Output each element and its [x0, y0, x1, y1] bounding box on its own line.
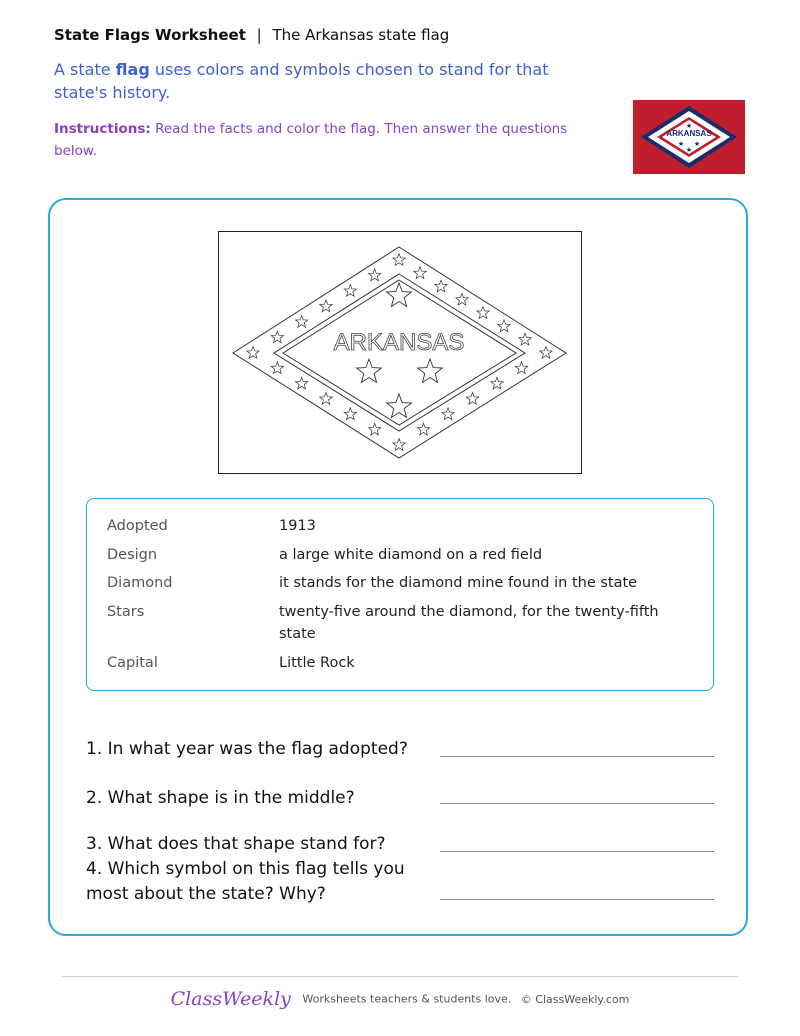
border-star-icon	[519, 333, 531, 345]
intro-highlight: flag	[115, 60, 150, 79]
border-star-icon	[320, 300, 332, 312]
question-4: 4. Which symbol on this flag tells you most about the state? Why?	[86, 859, 405, 904]
instructions-label: Instructions:	[54, 121, 151, 137]
border-star-icon	[442, 408, 454, 420]
border-star-icon	[369, 269, 381, 281]
question-2: 2. What shape is in the middle?	[86, 788, 355, 808]
question-3: 3. What does that shape stand for?	[86, 834, 386, 854]
fact-value: Little Rock	[279, 655, 355, 671]
fact-value: 1913	[279, 518, 316, 534]
answer-line-3[interactable]	[440, 851, 714, 852]
fact-label: Adopted	[107, 518, 168, 534]
answer-line-2[interactable]	[440, 803, 714, 804]
fact-value: it stands for the diamond mine found in the state	[279, 575, 638, 591]
instructions-text	[54, 118, 594, 162]
border-star-icon	[247, 347, 259, 359]
worksheet-title-bold: State Flags Worksheet	[54, 26, 246, 44]
question-1: 1. In what year was the flag adopted?	[86, 739, 408, 759]
border-star-icon	[296, 377, 308, 389]
border-star-icon	[369, 423, 381, 435]
border-star-icon	[271, 331, 283, 343]
border-star-icon	[344, 408, 356, 420]
fact-value: twenty-five around the diamond, for the twenty-fifth state	[279, 604, 659, 642]
fact-label: Capital	[107, 655, 158, 671]
footer-copyright: © ClassWeekly.com	[520, 992, 630, 1006]
border-star-icon	[515, 362, 527, 374]
mini-flag-word: ARKANSAS	[666, 129, 712, 138]
title-separator: |	[256, 26, 262, 44]
border-star-icon	[540, 347, 552, 359]
fact-value: a large white diamond on a red field	[279, 547, 543, 563]
border-star-icon	[435, 280, 447, 292]
border-star-icon	[498, 320, 510, 332]
border-star-icon	[320, 393, 332, 405]
border-star-icon	[466, 393, 478, 405]
border-star-icon	[393, 254, 405, 266]
border-star-icon	[393, 439, 405, 451]
center-star-icon	[418, 359, 443, 383]
border-star-icon	[417, 423, 429, 435]
footer-divider	[62, 976, 738, 977]
fact-label: Stars	[107, 604, 145, 620]
facts-box	[86, 498, 714, 691]
answer-line-1[interactable]	[440, 756, 714, 757]
center-star-icon	[357, 359, 382, 383]
border-star-icon	[414, 267, 426, 279]
border-star-icon	[456, 293, 468, 305]
border-star-icon	[271, 362, 283, 374]
fact-label: Design	[107, 547, 158, 563]
border-star-icon	[477, 307, 489, 319]
center-star-icon	[387, 394, 412, 418]
svg-text:★: ★	[685, 122, 693, 130]
svg-text:★: ★	[677, 140, 685, 148]
coloring-flag-outline[interactable]	[218, 231, 582, 474]
answer-line-4[interactable]	[440, 899, 714, 900]
fact-label: Diamond	[107, 575, 173, 591]
intro-before: A state	[54, 60, 116, 79]
border-star-icon	[344, 285, 356, 297]
center-star-icon	[387, 283, 412, 307]
border-star-icon	[491, 377, 503, 389]
footer	[0, 988, 800, 1010]
intro-after: uses colors and symbols chosen to stand for that state's history.	[54, 60, 549, 102]
footer-tagline: Worksheets teachers & students love.	[302, 992, 512, 1006]
intro-text	[54, 58, 594, 104]
svg-text:★: ★	[685, 146, 693, 154]
svg-text:★: ★	[693, 140, 701, 148]
classweekly-logo: ClassWeekly	[170, 988, 291, 1010]
worksheet-title	[54, 26, 449, 44]
border-star-icon	[296, 316, 308, 328]
worksheet-title-rest: The Arkansas state flag	[272, 26, 450, 44]
coloring-flag-drawing	[219, 232, 580, 472]
instructions-body: Read the facts and color the flag. Then answer the questions below.	[54, 121, 568, 159]
coloring-flag-word: ARKANSAS	[333, 329, 465, 356]
reference-flag-image	[633, 100, 745, 174]
